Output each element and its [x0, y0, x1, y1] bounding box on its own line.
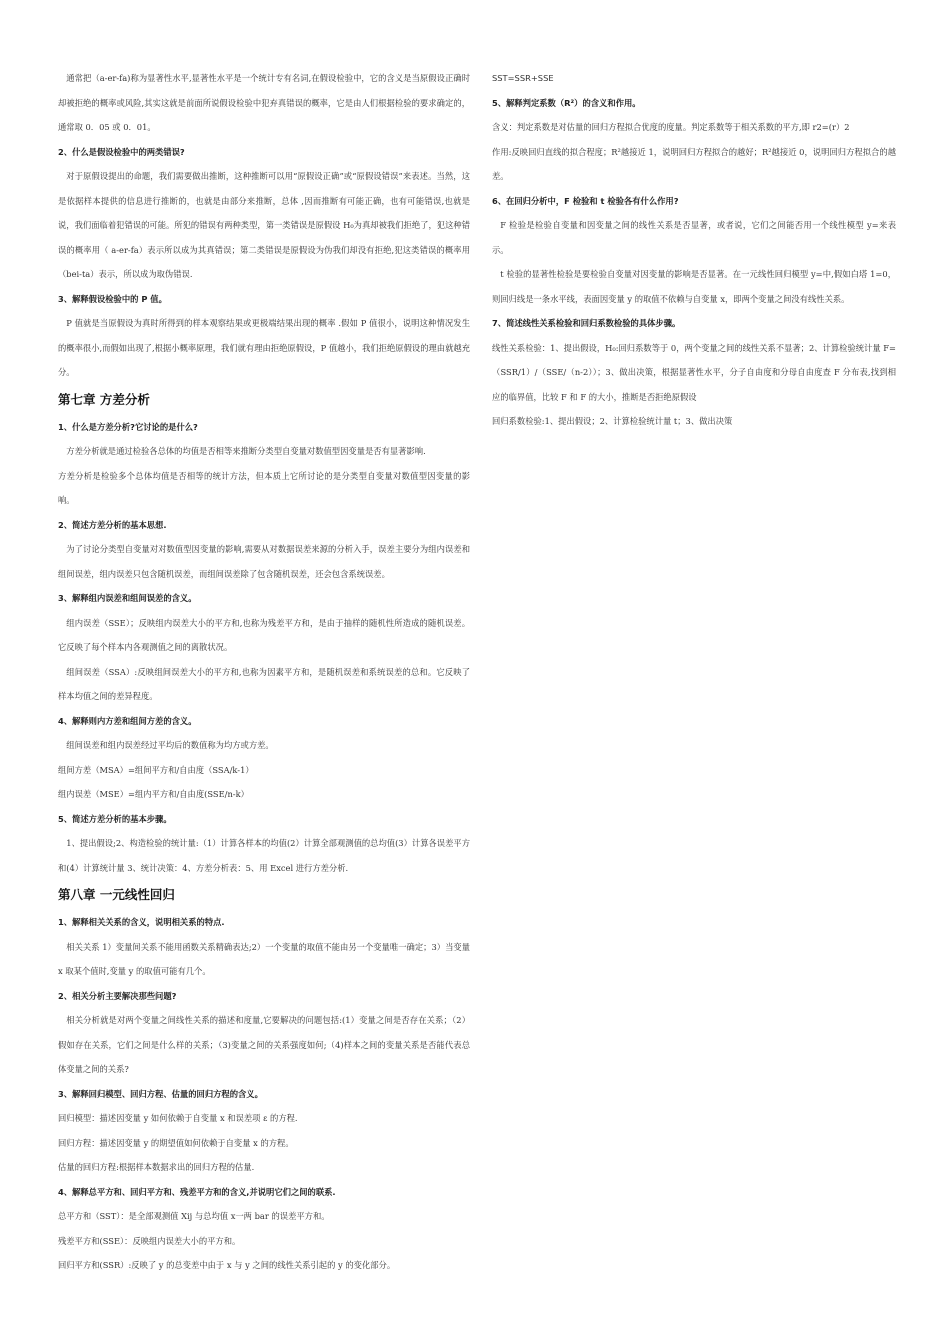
paragraph-r-squared-meaning: 含义：判定系数是对估量的回归方程拟合优度的度量。判定系数等于相关系数的平方,即 r2=(r）2	[492, 122, 850, 132]
ch8-paragraph-3a: 回归模型：描述因变量 y 如何依赖于自变量 x 和误差项 ε 的方程.	[58, 1113, 298, 1123]
ch8-question-1: 1、解释相关关系的含义，说明相关系的特点.	[58, 917, 225, 927]
paragraph-coefficient-test: 回归系数检验:1、提出假设；2、计算检验统计量 t；3、做出决策	[492, 416, 733, 426]
ch7-question-4: 4、解释则内方差和组间方差的含义。	[58, 715, 197, 726]
question-r-squared: 5、解释判定系数（R²）的含义和作用。	[492, 97, 641, 108]
ch7-paragraph-1b: 方差分析是检验多个总体均值是否相等的统计方法，但本质上它所讨论的是分类型自变量对数值型因变量的影响。	[58, 470, 470, 505]
right-column	[492, 66, 896, 434]
ch7-paragraph-4a: 组间误差和组内误差经过平均后的数值称为均方或方差。	[66, 740, 274, 750]
formula-sst: SST=SSR+SSE	[492, 73, 554, 83]
ch8-paragraph-3c: 估量的回归方程:根据样本数据求出的回归方程的估量.	[58, 1162, 255, 1172]
paragraph-significance-level: 通常把（a-er-fa)称为显著性水平,显著性水平是一个统计专有名词,在假设检验中，它的含义是当原假设正确时却被拒绝的概率或风险,其实这就是前面所说假设检验中犯弃真错误的概率，它是由人们根据检验的要求确定的，通常取 0．05 或 0．01。	[58, 73, 470, 132]
ch8-question-2: 2、相关分析主要解决那些问题?	[58, 990, 177, 1001]
ch7-question-2: 2、简述方差分析的基本思想.	[58, 519, 167, 530]
paragraph-two-error-types: 对于原假设提出的命题，我们需要做出推断，这种推断可以用“原假设正确”或“原假设错误”来表述。当然，这是依据样本提供的信息进行推断的，也就是由部分来推断，总体 ,因而推断有可能正确，也有可能错误,也就是说，我们面临着犯错误的可能。所犯的错误有两种类型，第一类错误是原假设 H₀为真却被我们拒绝了，犯这种错误的概率用（ a-er-fa）表示所以成为其真错误；第二类错误是原假设为伪我们却没有拒绝,犯这类错误的概率用（bei-ta）表示，所以成为取伪错误.	[58, 171, 470, 279]
ch8-paragraph-4c: 回归平方和(SSR）:反映了 y 的总变差中由于 x 与 y 之间的线性关系引起的 y 的变化部分。	[58, 1260, 396, 1270]
paragraph-p-value: P 值就是当原假设为真时所得到的样本观察结果或更极端结果出现的概率 .假如 P 值很小，说明这种情况发生的概率很小,而假如出现了,根据小概率原理，我们就有理由拒绝原假设，P 值越小，我们拒绝原假设的理由就越充分。	[58, 318, 470, 377]
ch7-question-3: 3、解释组内误差和组间误差的含义。	[58, 593, 197, 603]
left-column	[58, 66, 470, 1278]
ch7-paragraph-3b: 组间误差（SSA）:反映组间误差大小的平方和,也称为因素平方和，是随机误差和系统误差的总和。它反映了样本均值之间的差异程度。	[58, 666, 470, 701]
ch7-paragraph-3a: 组内误差（SSE）；反映组内误差大小的平方和,也称为残差平方和，是由于抽样的随机性所造成的随机误差。它反映了每个样本内各观测值之间的离散状况。	[58, 617, 470, 652]
ch7-paragraph-2: 为了讨论分类型自变量对对数值型因变量的影响,需要从对数据误差来源的分析入手，误差主要分为组内误差和组间误差，组内误差只包含随机误差，而组间误差除了包含随机误差，还会包含系统误差。	[58, 544, 470, 579]
paragraph-r-squared-role: 作用:反映回归直线的拟合程度；R²越接近 1，说明回归方程拟合的越好；R²越接近 0，说明回归方程拟合的越差。	[492, 146, 896, 181]
ch7-paragraph-4c: 组内误差（MSE）=组内平方和/自由度(SSE/n-k）	[58, 789, 249, 799]
ch8-paragraph-1: 相关关系 1）变量间关系不能用函数关系精确表达;2）一个变量的取值不能由另一个变量唯一确定；3）当变量 x 取某个值时,变量 y 的取值可能有几个。	[58, 941, 470, 976]
chapter-8-title: 第八章 一元线性回归	[58, 887, 175, 902]
ch7-paragraph-4b: 组间方差（MSA）=组间平方和/自由度（SSA/k-1）	[58, 764, 254, 775]
ch8-question-4: 4、解释总平方和、回归平方和、残差平方和的含义,并说明它们之间的联系.	[58, 1186, 336, 1197]
paragraph-f-test: F 检验是检验自变量和因变量之间的线性关系是否显著，或者说，它们之间能否用一个线性模型 y=来表示。	[492, 220, 896, 255]
question-two-error-types: 2、什么是假设检验中的两类错误?	[58, 146, 185, 157]
chapter-7-title: 第七章 方差分析	[58, 391, 150, 407]
ch8-paragraph-4b: 残差平方和(SSE）：反映组内误差大小的平方和。	[58, 1235, 241, 1246]
ch8-question-3: 3、解释回归模型、回归方程、估量的回归方程的含义。	[58, 1088, 263, 1099]
ch7-question-5: 5、简述方差分析的基本步骤。	[58, 813, 172, 824]
ch8-paragraph-4a: 总平方和（SST）：是全部观测值 Xij 与总均值 x一两 bar 的误差平方和。	[58, 1211, 330, 1221]
ch8-paragraph-3b: 回归方程：描述因变量 y 的期望值如何依赖于自变量 x 的方程。	[58, 1137, 294, 1148]
paragraph-linear-relation-test: 线性关系检验：1、提出假设，H₀:回归系数等于 0，两个变量之间的线性关系不显著；2、计算检验统计量 F=（SSR/1）/（SSE/（n-2））；3、做出决策，根据显著性水平，分子自由度和分母自由度查 F 分布表,找到相应的临界值，比较 F 和 F 的大小，推断是否拒绝原假设	[492, 342, 896, 402]
ch7-question-1: 1、什么是方差分析?它讨论的是什么?	[58, 421, 198, 432]
ch8-paragraph-2: 相关分析就是对两个变量之间线性关系的描述和度量,它要解决的问题包括:(1）变量之间是否存在关系；（2）假如存在关系，它们之间是什么样的关系；（3)变量之间的关系强度如何;（4)样本之间的变量关系是否能代表总体变量之间的关系?	[58, 1015, 470, 1074]
ch7-paragraph-5: 1、提出假设;2、构造检验的统计量:（1）计算各样本的均值(2）计算全部观测值的总均值(3）计算各误差平方和(4）计算统计量 3、统计决策：4、方差分析表：5、用 Excel 进行方差分析.	[58, 838, 470, 873]
question-p-value: 3、解释假设检验中的 P 值。	[58, 293, 167, 304]
ch7-paragraph-1a: 方差分析就是通过检验各总体的均值是否相等来推断分类型自变量对数值型因变量是否有显著影响.	[66, 446, 426, 456]
question-f-t-test: 6、在回归分析中，F 检验和 t 检验各有什么作用?	[492, 195, 679, 206]
question-test-steps: 7、简述线性关系检验和回归系数检验的具体步骤。	[492, 318, 681, 328]
paragraph-t-test: t 检验的显著性检验是要检验自变量对因变量的影响是否显著。在一元线性回归模型 y=中,假如白塔 1=0，则回归线是一条水平线，表面因变量 y 的取值不依赖与自变量 x，即两个变量之间没有线性关系。	[492, 269, 896, 304]
